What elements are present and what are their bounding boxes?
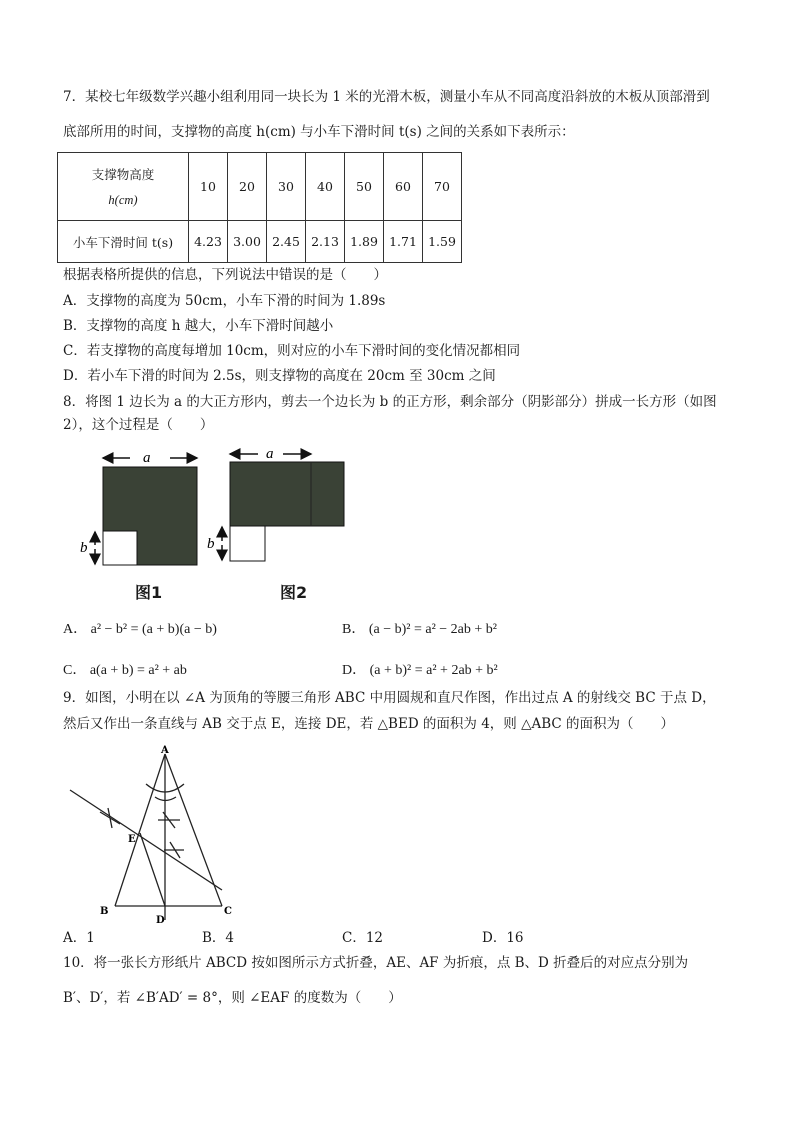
point-label-D: D bbox=[156, 915, 165, 924]
header-height-unit: h(cm) bbox=[108, 193, 138, 207]
point-label-A: A bbox=[161, 745, 169, 756]
side-AC bbox=[165, 754, 222, 906]
q7-data-table bbox=[57, 152, 462, 263]
q8-stem-line1: 8．将图 1 边长为 a 的大正方形内，剪去一个边长为 b 的正方形，剩余部分（阴影部分）拼成一长方形（如图 bbox=[63, 394, 717, 410]
point-label-C: C bbox=[224, 906, 232, 917]
table-header-time: 小车下滑时间 t(s) bbox=[58, 221, 189, 263]
fig2-caption: 图2 bbox=[280, 583, 308, 602]
fig2-label-b: b bbox=[207, 536, 215, 552]
fig2-small-square bbox=[230, 526, 265, 561]
table-header-height bbox=[58, 153, 189, 221]
q7-option-c: C．若支撑物的高度每增加 10cm，则对应的小车下滑时间的变化情况都相同 bbox=[63, 343, 521, 359]
q10-stem-line2: B′、D′，若 ∠B′AD′ = 8°，则 ∠EAF 的度数为（ ） bbox=[63, 990, 402, 1006]
q9-stem-line2: 然后又作出一条直线与 AB 交于点 E，连接 DE，若 △BED 的面积为 4，则 △ABC 的面积为（ ） bbox=[63, 716, 675, 732]
compass-mark-lower bbox=[164, 842, 184, 858]
q9-option-d: D．16 bbox=[482, 930, 524, 946]
q8-option-c: C． a(a + b) = a² + ab bbox=[63, 663, 187, 678]
table-cell: 1.71 bbox=[384, 221, 423, 263]
table-row-height bbox=[58, 153, 462, 221]
q7-question: 根据表格所提供的信息，下列说法中错误的是（ ） bbox=[63, 267, 387, 283]
header-height-label: 支撑物高度 bbox=[91, 167, 155, 182]
point-label-B: B bbox=[100, 906, 109, 917]
q8-option-a: A． a² − b² = (a + b)(a − b) bbox=[63, 622, 217, 637]
table-cell: 3.00 bbox=[228, 221, 267, 263]
table-cell: 1.89 bbox=[345, 221, 384, 263]
table-cell: 60 bbox=[384, 153, 423, 221]
table-cell: 50 bbox=[345, 153, 384, 221]
compass-mark-middle bbox=[158, 812, 180, 828]
q7-option-a: A．支撑物的高度为 50cm，小车下滑的时间为 1.89s bbox=[63, 293, 386, 309]
figure-1 bbox=[80, 450, 197, 565]
q8-stem-line2: 2），这个过程是（ ） bbox=[63, 417, 214, 433]
q8-option-b: B． (a − b)² = a² − 2ab + b² bbox=[342, 622, 497, 637]
q9-stem-line1: 9．如图，小明在以 ∠A 为顶角的等腰三角形 ABC 中用圆规和直尺作图，作出过点 A 的射线交 BC 于点 D， bbox=[63, 690, 716, 706]
table-row-time bbox=[58, 221, 462, 263]
fig1-label-a: a bbox=[143, 450, 151, 466]
q7-stem-line2: 底部所用的时间，支撑物的高度 h(cm) 与小车下滑时间 t(s) 之间的关系如下表所示： bbox=[63, 124, 575, 140]
q7-option-b: B．支撑物的高度 h 越大，小车下滑时间越小 bbox=[63, 318, 334, 334]
fig2-label-a: a bbox=[266, 446, 274, 462]
fig1-caption: 图1 bbox=[135, 583, 163, 602]
table-cell: 30 bbox=[267, 153, 306, 221]
q7-stem-line1: 7．某校七年级数学兴趣小组利用同一块长为 1 米的光滑木板，测量小车从不同高度沿斜放的木板从顶部滑到 bbox=[63, 89, 710, 105]
table-cell: 2.45 bbox=[267, 221, 306, 263]
table-cell: 70 bbox=[423, 153, 462, 221]
q8-option-d: D． (a + b)² = a² + 2ab + b² bbox=[342, 663, 498, 678]
q10-stem-line1: 10．将一张长方形纸片 ABCD 按如图所示方式折叠，AE、AF 为折痕，点 B、D 折叠后的对应点分别为 bbox=[63, 955, 689, 971]
perpendicular-bisector-line bbox=[70, 790, 222, 890]
q7-option-d: D．若小车下滑的时间为 2.5s，则支撑物的高度在 20cm 至 30cm 之间 bbox=[63, 368, 496, 384]
fig1-cut-square bbox=[103, 531, 137, 565]
q9-option-b: B．4 bbox=[202, 930, 235, 946]
table-cell: 2.13 bbox=[306, 221, 345, 263]
q9-figure bbox=[60, 742, 240, 924]
q8-figures bbox=[75, 445, 365, 605]
table-cell: 4.23 bbox=[189, 221, 228, 263]
table-cell: 1.59 bbox=[423, 221, 462, 263]
table-cell: 10 bbox=[189, 153, 228, 221]
q9-option-a: A．1 bbox=[63, 930, 95, 946]
table-cell: 20 bbox=[228, 153, 267, 221]
fig1-label-b: b bbox=[80, 540, 88, 556]
point-label-E: E bbox=[128, 834, 136, 845]
figure-2 bbox=[207, 446, 344, 561]
fig2-rectangle bbox=[230, 462, 344, 526]
table-cell: 40 bbox=[306, 153, 345, 221]
q9-option-c: C．12 bbox=[342, 930, 384, 946]
